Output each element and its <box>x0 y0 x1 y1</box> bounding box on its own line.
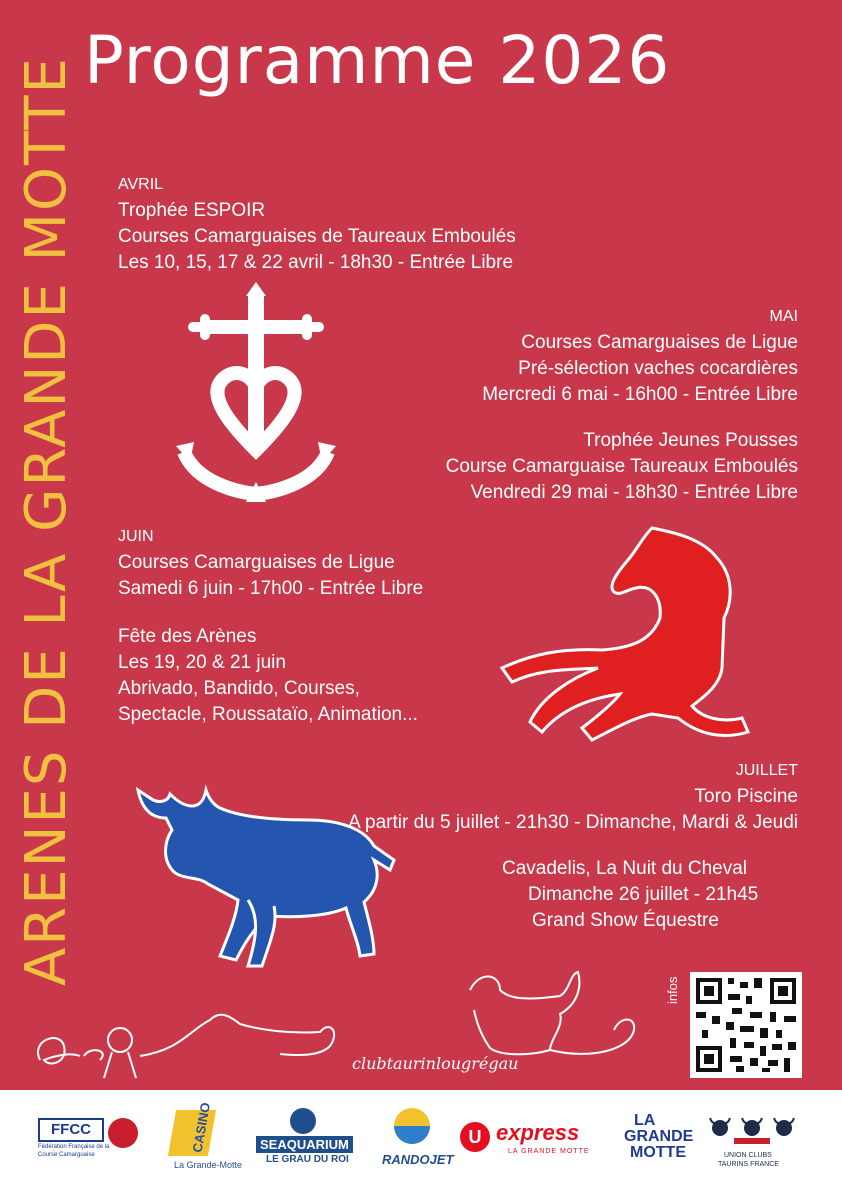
sponsor-footer <box>0 1090 842 1191</box>
event-line: A partir du 5 juillet - 21h30 - Dimanche, Mardi & Jeudi <box>348 812 798 833</box>
lgm-text: MOTTE <box>630 1144 686 1161</box>
u-express-logo[interactable] <box>460 1122 600 1162</box>
event-line: Spectacle, Roussataïo, Animation... <box>118 704 418 725</box>
month-label: JUIN <box>118 528 154 545</box>
seaquarium-logo[interactable] <box>256 1108 356 1178</box>
event-line: Abrivado, Bandido, Courses, <box>118 678 360 699</box>
event-line: Course Camarguaise Taureaux Emboulés <box>445 456 798 477</box>
u-icon: U <box>460 1122 490 1152</box>
union-text: UNION CLUBS <box>724 1152 772 1159</box>
section-juin <box>118 524 423 602</box>
section-mai <box>482 304 798 408</box>
ffcc-emblem-icon <box>108 1118 138 1148</box>
la-grande-motte-logo[interactable] <box>624 1112 704 1172</box>
page-title: Programme 2026 <box>84 22 671 99</box>
qr-code[interactable] <box>690 972 802 1078</box>
event-line: Les 19, 20 & 21 juin <box>118 652 286 673</box>
seaquarium-subtitle: LE GRAU DU ROI <box>266 1154 349 1165</box>
section-juillet <box>348 758 798 836</box>
qr-label: infos <box>665 976 680 1004</box>
express-subtitle: LA GRANDE MOTTE <box>508 1148 590 1155</box>
event-line: Grand Show Équestre <box>532 910 719 931</box>
vertical-title: ARENES DE LA GRANDE MOTTE <box>14 56 79 986</box>
month-label: MAI <box>769 308 798 325</box>
event-line: Vendredi 29 mai - 18h30 - Entrée Libre <box>470 482 798 503</box>
section-juin-event2 <box>118 624 418 728</box>
casino-logo[interactable] <box>152 1101 262 1176</box>
club-signature: clubtaurinlougrégau <box>352 1054 519 1073</box>
section-juillet-event2 <box>502 856 758 934</box>
lgm-text: LA <box>634 1112 656 1129</box>
event-line: Samedi 6 juin - 17h00 - Entrée Libre <box>118 578 424 599</box>
seaquarium-text: SEAQUARIUM <box>256 1136 353 1153</box>
horse-icon <box>502 518 802 768</box>
event-line: Cavadelis, La Nuit du Cheval <box>502 858 748 879</box>
month-label: JUILLET <box>735 762 798 779</box>
event-line: Courses Camarguaises de Taureaux Emboulés <box>118 226 516 247</box>
event-line: Les 10, 15, 17 & 22 avril - 18h30 - Entrée Libre <box>118 252 514 273</box>
event-line: Dimanche 26 juillet - 21h45 <box>528 884 759 905</box>
shark-icon <box>290 1108 316 1134</box>
event-line: Courses Camarguaises de Ligue <box>521 332 798 353</box>
event-line: Fête des Arènes <box>118 626 257 647</box>
camargue-cross-icon <box>176 282 336 512</box>
randojet-text: RANDOJET <box>382 1152 454 1167</box>
ffcc-logo[interactable] <box>38 1118 138 1168</box>
lgm-text: GRANDE <box>624 1128 694 1145</box>
ffcc-subtitle: Fédération Française de la <box>38 1144 110 1150</box>
casino-subtitle: La Grande-Motte <box>174 1160 243 1170</box>
wave-icon <box>394 1126 430 1144</box>
event-line: Trophée Jeunes Pousses <box>583 430 798 451</box>
event-line: Trophée ESPOIR <box>118 200 266 221</box>
month-label: AVRIL <box>118 176 164 193</box>
section-avril <box>118 172 516 276</box>
section-mai-event2 <box>446 428 798 506</box>
union-text: TAURINS FRANCE <box>718 1161 779 1168</box>
decorative-line-drawing <box>30 960 670 1090</box>
ffcc-subtitle: Course Camarguaise <box>38 1152 95 1158</box>
event-line: Courses Camarguaises de Ligue <box>118 552 395 573</box>
bull-icon <box>128 780 398 980</box>
event-line: Pré-sélection vaches cocardières <box>518 358 798 379</box>
union-clubs-taurins-logo[interactable] <box>704 1108 800 1178</box>
casino-text: CASINO <box>189 1101 214 1154</box>
event-line: Mercredi 6 mai - 16h00 - Entrée Libre <box>482 384 798 405</box>
express-text: express <box>496 1120 580 1145</box>
event-line: Toro Piscine <box>694 786 798 807</box>
randojet-logo[interactable] <box>378 1108 454 1178</box>
bulls-heads-icon <box>704 1108 800 1148</box>
ffcc-text: FFCC <box>38 1118 104 1142</box>
